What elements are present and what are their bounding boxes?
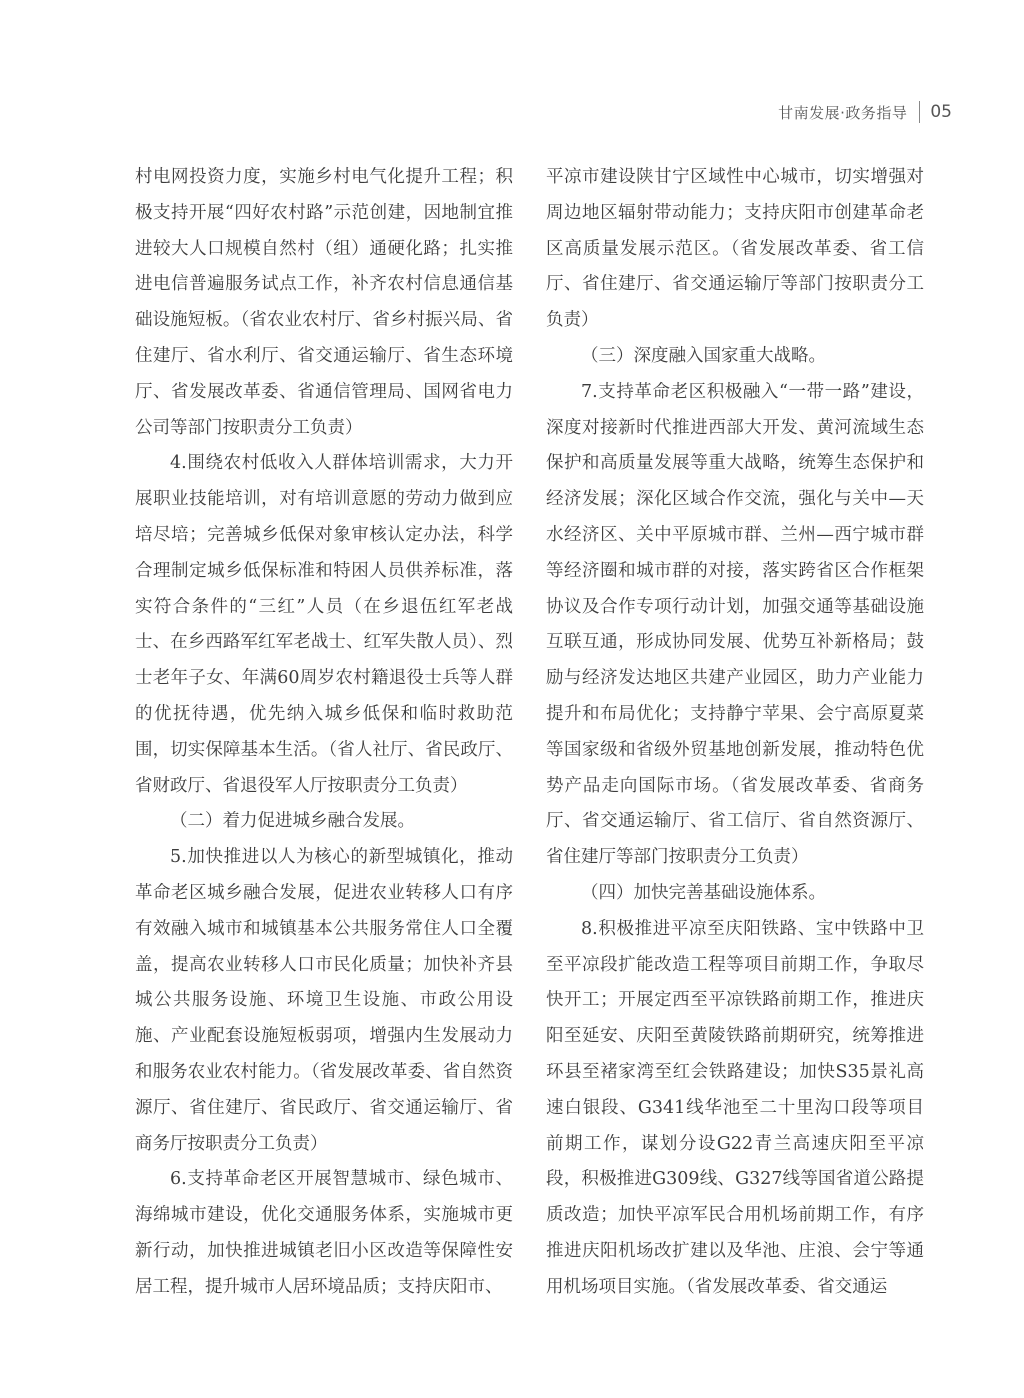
paragraph: 村电网投资力度，实施乡村电气化提升工程；积极支持开展“四好农村路”示范创建，因地制宜推进较大人口规模自然村（组）通硬化路；扎实推进电信普遍服务试点工作，补齐农村信息通信基础设施短板。（省农业农村厅、省乡村振兴局、省住建厅、省水利厅、省交通运输厅、省生态环境厅、省发展改革委、省通信管理局、国网省电力公司等部门按职责分工负责） xyxy=(135,167,513,438)
right-column xyxy=(546,160,924,1306)
paragraph: 4.围绕农村低收入人群体培训需求，大力开展职业技能培训，对有培训意愿的劳动力做到应培尽培；完善城乡低保对象审核认定办法，科学合理制定城乡低保标准和特困人员供养标准，落实符合条件的“三红”人员（在乡退伍红军老战士、在乡西路军红军老战士、红军失散人员）、烈士老年子女、年满60周岁农村籍退役士兵等人群的优抚待遇，优先纳入城乡低保和临时救助范围，切实保障基本生活。（省人社厅、省民政厅、省财政厅、省退役军人厅按职责分工负责） xyxy=(135,453,513,796)
header-divider xyxy=(919,101,920,123)
page-number: 05 xyxy=(930,102,952,122)
section-heading: （四）加快完善基础设施体系。 xyxy=(581,882,826,903)
section-heading: （二）着力促进城乡融合发展。 xyxy=(170,811,415,832)
paragraph: 5.加快推进以人为核心的新型城镇化，推动革命老区城乡融合发展，促进农业转移人口有序有效融入城市和城镇基本公共服务常住人口全覆盖，提高农业转移人口市民化质量；加快补齐县城公共服务设施、环境卫生设施、市政公用设施、产业配套设施短板弱项，增强内生发展动力和服务农业农村能力。（省发展改革委、省自然资源厅、省住建厅、省民政厅、省交通运输厅、省商务厅按职责分工负责） xyxy=(135,847,513,1154)
paragraph: 7.支持革命老区积极融入“一带一路”建设，深度对接新时代推进西部大开发、黄河流域生态保护和高质量发展等重大战略，统筹生态保护和经济发展；深化区域合作交流，强化与关中—天水经济区、关中平原城市群、兰州—西宁城市群等经济圈和城市群的对接，落实跨省区合作框架协议及合作专项行动计划，加强交通等基础设施互联互通，形成协同发展、优势互补新格局；鼓励与经济发达地区共建产业园区，助力产业能力提升和布局优化；支持静宁苹果、会宁高原夏菜等国家级和省级外贸基地创新发展，推动特色优势产品走向国际市场。（省发展改革委、省商务厅、省交通运输厅、省工信厅、省自然资源厅、省住建厅等部门按职责分工负责） xyxy=(546,381,924,868)
paragraph: 平凉市建设陕甘宁区域性中心城市，切实增强对周边地区辐射带动能力；支持庆阳市创建革命老区高质量发展示范区。（省发展改革委、省工信厅、省住建厅、省交通运输厅等部门按职责分工负责） xyxy=(546,167,924,331)
section-heading: （三）深度融入国家重大战略。 xyxy=(581,345,826,366)
paragraph: 6.支持革命老区开展智慧城市、绿色城市、海绵城市建设，优化交通服务体系，实施城市更新行动，加快推进城镇老旧小区改造等保障性安居工程，提升城市人居环境品质；支持庆阳市、 xyxy=(135,1169,513,1297)
running-header xyxy=(778,100,952,124)
paragraph: 8.积极推进平凉至庆阳铁路、宝中铁路中卫至平凉段扩能改造工程等项目前期工作，争取尽快开工；开展定西至平凉铁路前期工作，推进庆阳至延安、庆阳至黄陵铁路前期研究，统筹推进环县至褚家湾至红会铁路建设；加快S35景礼高速白银段、G341线华池至二十里沟口段等项目前期工作，谋划分设G22青兰高速庆阳至平凉段，积极推进G309线、G327线等国省道公路提质改造；加快平凉军民合用机场前期工作，有序推进庆阳机场改扩建以及华池、庄浪、会宁等通用机场项目实施。（省发展改革委、省交通运 xyxy=(546,918,924,1297)
header-title: 甘南发展·政务指导 xyxy=(778,103,908,122)
left-column xyxy=(135,160,513,1306)
